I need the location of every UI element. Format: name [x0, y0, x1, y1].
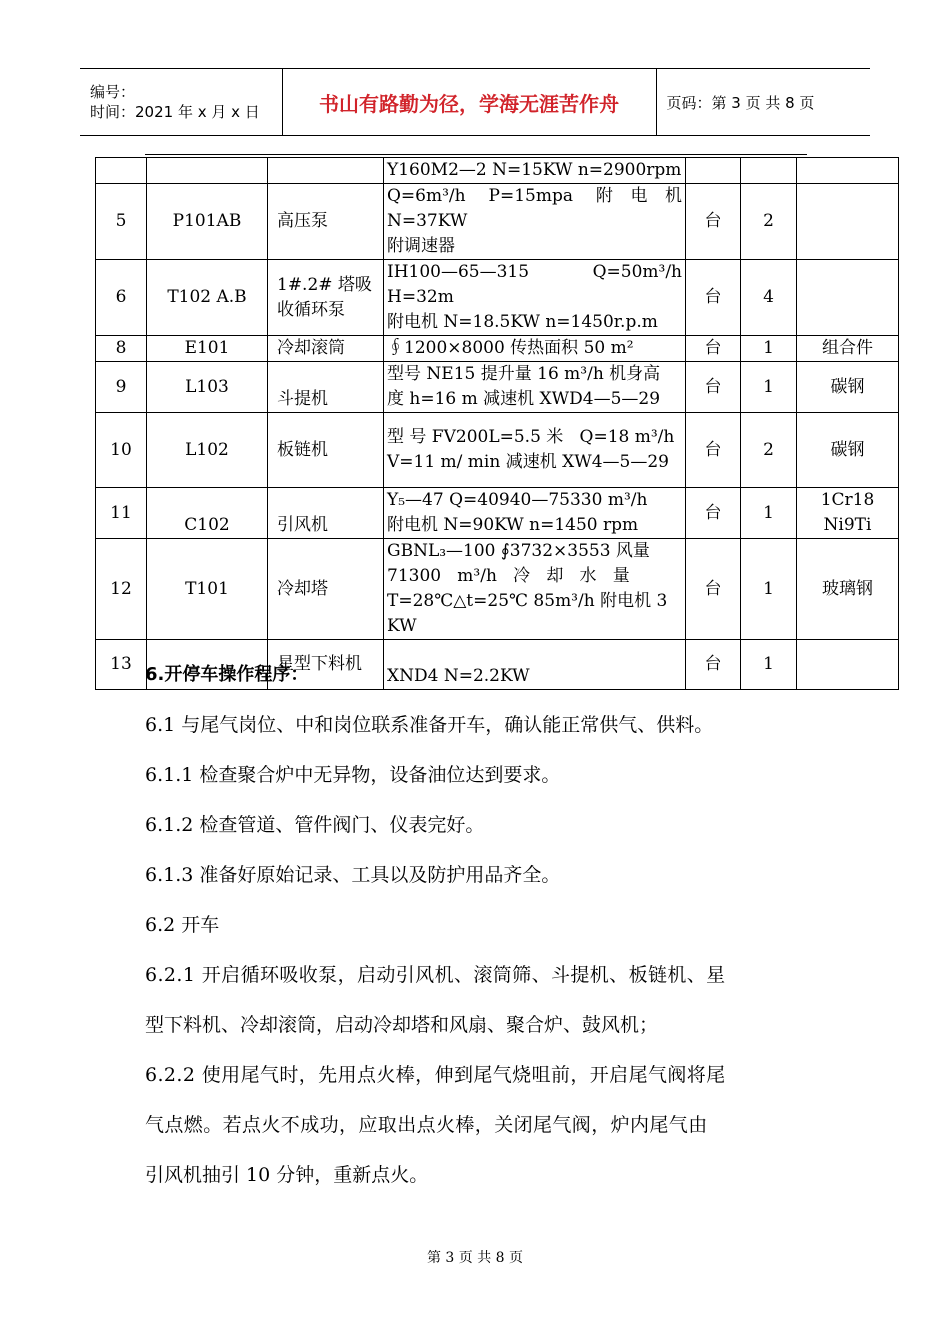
quantity-cell: 1: [741, 539, 797, 640]
unit-cell: 台: [686, 260, 741, 336]
procedure-section: [145, 650, 810, 1200]
page-footer: 第 3 页 共 8 页: [426, 1250, 524, 1266]
material-cell: 玻璃钢: [797, 539, 899, 640]
unit-cell: 台: [686, 413, 741, 488]
spec-line: Y₅—47 Q=40940—75330 m³/h: [387, 490, 648, 510]
spec-line: 71300 m³/h 冷 却 水 量: [387, 566, 630, 586]
paragraph-line: 6.1 与尾气岗位、中和岗位联系准备开车，确认能正常供气、供料。: [145, 714, 714, 736]
equipment-name: 星型下料机: [268, 640, 384, 690]
paragraph-line: 6.2 开车: [145, 914, 220, 936]
equipment-spec: [384, 336, 686, 362]
spec-line: 度 h=16 m 减速机 XWD4—5—29: [387, 389, 661, 409]
paragraph-line: 6.1.2 检查管道、管件阀门、仪表完好。: [145, 814, 485, 836]
equipment-table: [95, 157, 899, 690]
row-number: 12: [96, 539, 147, 640]
quantity-cell: 1: [741, 640, 797, 690]
paragraph-line: 6.1.3 准备好原始记录、工具以及防护用品齐全。: [145, 864, 561, 886]
row-number: [96, 158, 147, 184]
equipment-spec: [384, 260, 686, 336]
unit-cell: 台: [686, 640, 741, 690]
quantity-cell: 4: [741, 260, 797, 336]
spec-line: IH100—65—315 Q=50m³/h H=32m: [387, 262, 682, 307]
quantity-cell: 1: [741, 362, 797, 413]
equipment-spec: [384, 539, 686, 640]
equipment-name: 冷却滚筒: [268, 336, 384, 362]
spec-line: Q=6m³/h P=15mpa 附电机 N=37KW: [387, 186, 682, 231]
spec-line: 附电机 N=18.5KW n=1450r.p.m: [387, 312, 658, 332]
table-row: [96, 539, 899, 640]
row-number: 11: [96, 488, 147, 539]
equipment-spec: [384, 184, 686, 260]
spec-line: GBNL₃—100 ∮3732×3553 风量: [387, 541, 650, 561]
unit-cell: [686, 158, 741, 184]
paragraph-line: 气点燃。若点火不成功，应取出点火棒，关闭尾气阀，炉内尾气由: [145, 1114, 708, 1136]
table-row: [96, 158, 899, 184]
table-row: [96, 336, 899, 362]
material-cell: [797, 640, 899, 690]
spec-line: 型 号 FV200L=5.5 米 Q=18 m³/h: [387, 427, 675, 447]
paragraph-line: 6.2.2 使用尾气时，先用点火棒，伸到尾气烧咀前，开启尾气阀将尾: [145, 1064, 726, 1086]
paragraph-line: 6.1.1 检查聚合炉中无异物，设备油位达到要求。: [145, 764, 561, 786]
spec-line: Y160M2—2 N=15KW n=2900rpm: [387, 160, 682, 180]
equipment-code: T102 A.B: [147, 260, 268, 336]
material-cell: [797, 184, 899, 260]
table-row: [96, 488, 899, 539]
spec-line: XND4 N=2.2KW: [387, 666, 530, 686]
equipment-code: L103: [147, 362, 268, 413]
equipment-name: 斗提机: [268, 362, 384, 413]
row-number: 8: [96, 336, 147, 362]
unit-cell: 台: [686, 362, 741, 413]
equipment-code: C102: [147, 488, 268, 539]
row-number: 10: [96, 413, 147, 488]
spec-line: T=28℃△t=25℃ 85m³/h 附电机 3: [387, 591, 668, 611]
page-header: [80, 68, 870, 136]
unit-cell: 台: [686, 539, 741, 640]
equipment-name: 板链机: [268, 413, 384, 488]
header-motto: 书山有路勤为径，学海无涯苦作舟: [282, 69, 656, 136]
spec-line: KW: [387, 616, 417, 636]
equipment-name: [268, 158, 384, 184]
equipment-code: T101: [147, 539, 268, 640]
unit-cell: 台: [686, 336, 741, 362]
table-row: [96, 260, 899, 336]
unit-cell: 台: [686, 488, 741, 539]
table-row: [96, 362, 899, 413]
quantity-cell: 1: [741, 336, 797, 362]
material-cell: 碳钢: [797, 413, 899, 488]
equipment-code: E101: [147, 336, 268, 362]
equipment-code: L102: [147, 413, 268, 488]
section-heading: 6.开停车操作程序：: [145, 664, 309, 685]
time-label: 时间：2021 年 x 月 x 日: [90, 103, 260, 121]
equipment-spec: [384, 362, 686, 413]
equipment-spec: [384, 413, 686, 488]
row-number: 13: [96, 640, 147, 690]
equipment-spec: [384, 158, 686, 184]
quantity-cell: [741, 158, 797, 184]
table-row: [96, 184, 899, 260]
row-number: 5: [96, 184, 147, 260]
spec-line: V=11 m/ min 减速机 XW4—5—29: [387, 452, 669, 472]
number-label: 编号：: [90, 83, 136, 101]
equipment-name: 冷却塔: [268, 539, 384, 640]
table-row: [96, 413, 899, 488]
material-cell: [797, 260, 899, 336]
equipment-name: 1#.2# 塔吸收循环泵: [268, 260, 384, 336]
spec-line: 附电机 N=90KW n=1450 rpm: [387, 515, 639, 535]
row-number: 9: [96, 362, 147, 413]
row-number: 6: [96, 260, 147, 336]
header-page-info: 页码：第 3 页 共 8 页: [656, 69, 870, 136]
header-divider: [145, 154, 807, 155]
quantity-cell: 1: [741, 488, 797, 539]
spec-line: 型号 NE15 提升量 16 m³/h 机身高: [387, 364, 661, 384]
material-cell: [797, 158, 899, 184]
header-left: [80, 69, 282, 136]
spec-line: ∮1200×8000 传热面积 50 m²: [387, 338, 634, 358]
paragraph-line: 型下料机、冷却滚筒，启动冷却塔和风扇、聚合炉、鼓风机；: [145, 1014, 659, 1036]
equipment-name: 高压泵: [268, 184, 384, 260]
quantity-cell: 2: [741, 184, 797, 260]
material-cell: 1Cr18 Ni9Ti: [797, 488, 899, 539]
material-cell: 碳钢: [797, 362, 899, 413]
equipment-spec: [384, 488, 686, 539]
equipment-code: [147, 158, 268, 184]
unit-cell: 台: [686, 184, 741, 260]
quantity-cell: 2: [741, 413, 797, 488]
equipment-name: 引风机: [268, 488, 384, 539]
spec-line: 附调速器: [387, 236, 455, 256]
paragraph-line: 6.2.1 开启循环吸收泵，启动引风机、滚筒筛、斗提机、板链机、星: [145, 964, 726, 986]
material-cell: 组合件: [797, 336, 899, 362]
paragraph-line: 引风机抽引 10 分钟，重新点火。: [145, 1164, 429, 1186]
equipment-code: P101AB: [147, 184, 268, 260]
